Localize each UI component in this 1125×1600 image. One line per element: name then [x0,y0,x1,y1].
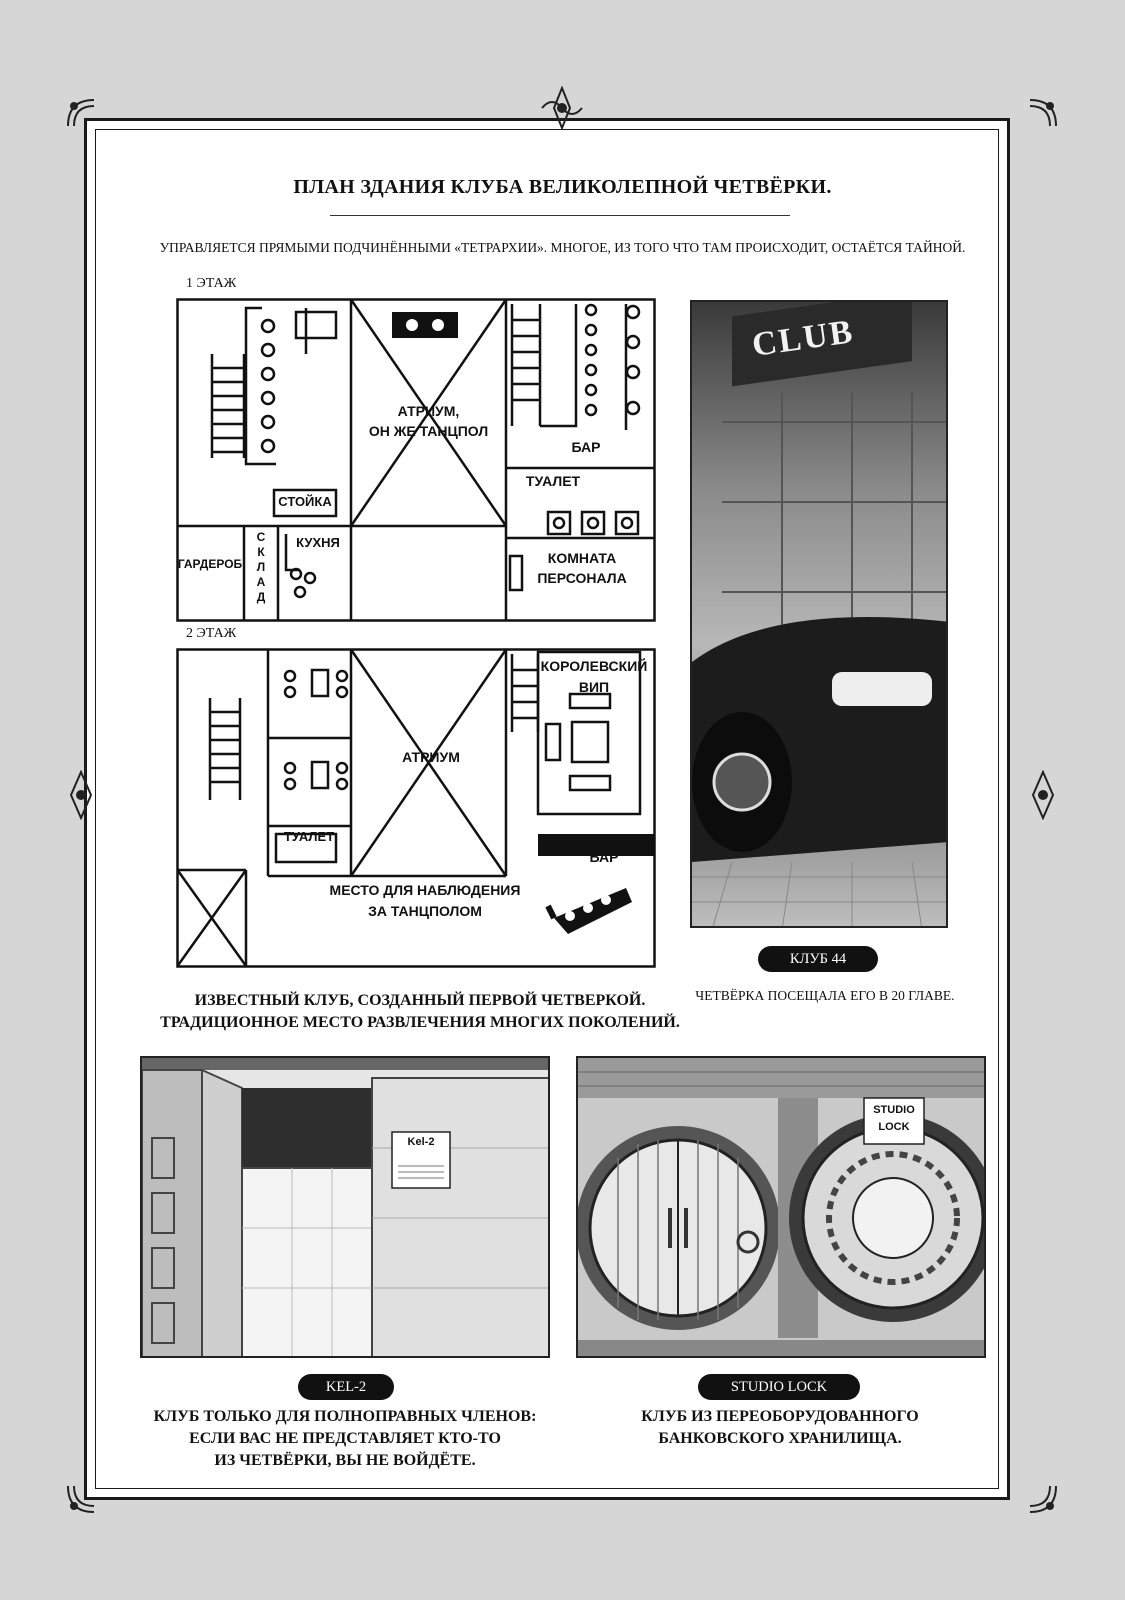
floor2-atrium-label: АТРИУМ [402,749,460,765]
page-title: ПЛАН ЗДАНИЯ КЛУБА ВЕЛИКОЛЕПНОЙ ЧЕТВЁРКИ. [293,176,832,198]
club44-description: ИЗВЕСТНЫЙ КЛУБ, СОЗДАННЫЙ ПЕРВОЙ ЧЕТВЕРКОЙ. ТРАДИЦИОННОЕ МЕСТО РАЗВЛЕЧЕНИЯ МНОГИХ ПОКОЛЕНИЙ. [160,992,680,1032]
title-divider [330,215,790,216]
floor1-bar-label: БАР [571,439,601,455]
page-subtitle: УПРАВЛЯЕТСЯ ПРЯМЫМИ ПОДЧИНЁННЫМИ «ТЕТРАРХИИ». МНОГОЕ, ИЗ ТОГО ЧТО ТАМ ПРОИСХОДИТ, ОСТАЁТСЯ ТАЙНОЙ. [159,240,966,255]
kel2-sign: Kel-2 [407,1136,435,1148]
studio-lock-photo [576,1056,986,1358]
floor2-toilet-label: ТУАЛЕТ [283,829,335,844]
corner-ornament-icon [1026,1482,1060,1516]
top-ornament-icon [540,86,584,130]
corner-ornament-icon [64,96,98,130]
floor1-kitchen-label: КУХНЯ [296,535,340,550]
club44-illustration [692,302,948,928]
floor1-atrium-label: АТРИУМ, ОН ЖЕ ТАНЦПОЛ [368,403,489,439]
floor2-royal-vip-label: КОРОЛЕВСКИЙ ВИП [540,658,648,695]
kel2-description: КЛУБ ТОЛЬКО ДЛЯ ПОЛНОПРАВНЫХ ЧЛЕНОВ: ЕСЛИ ВАС НЕ ПРЕДСТАВЛЯЕТ КТО-ТО ИЗ ЧЕТВЁРКИ, ВЫ НЕ ВОЙДЁТЕ. [153,1408,537,1470]
corner-ornament-icon [1026,96,1060,130]
club44-name-badge: КЛУБ 44 [758,946,878,972]
corner-ornament-icon [64,1482,98,1516]
floor2-label: 2 ЭТАЖ [186,626,237,641]
club44-photo [690,300,948,928]
floor1-counter-label: СТОЙКА [278,494,332,509]
studio-lock-sign: STUDIO LOCK [873,1104,915,1134]
studio-lock-name-badge: STUDIO LOCK [698,1374,860,1400]
kel2-illustration [142,1058,550,1358]
studio-lock-illustration [578,1058,986,1358]
floor1-storage-label: С К Л А Д [256,530,266,604]
floor1-staff-room-label: КОМНАТА ПЕРСОНАЛА [537,550,627,587]
side-ornament-icon [64,770,98,820]
floor1-toilet-label: ТУАЛЕТ [525,473,581,489]
club44-note: ЧЕТВЁРКА ПОСЕЩАЛА ЕГО В 20 ГЛАВЕ. [695,988,955,1003]
floor1-label: 1 ЭТАЖ [186,276,237,291]
floor1-cloakroom-label: ГАРДЕРОБ [177,557,243,571]
kel2-name-badge: KEL-2 [298,1374,394,1400]
side-ornament-icon [1026,770,1060,820]
kel2-photo [140,1056,550,1358]
club44-sign: CLUB [749,313,857,364]
studio-lock-description: КЛУБ ИЗ ПЕРЕОБОРУДОВАННОГО БАНКОВСКОГО ХРАНИЛИЩА. [641,1408,919,1448]
floor2-observation-label: МЕСТО ДЛЯ НАБЛЮДЕНИЯ ЗА ТАНЦПОЛОМ [329,882,521,919]
floor2-bar-label: БАР [589,849,619,865]
